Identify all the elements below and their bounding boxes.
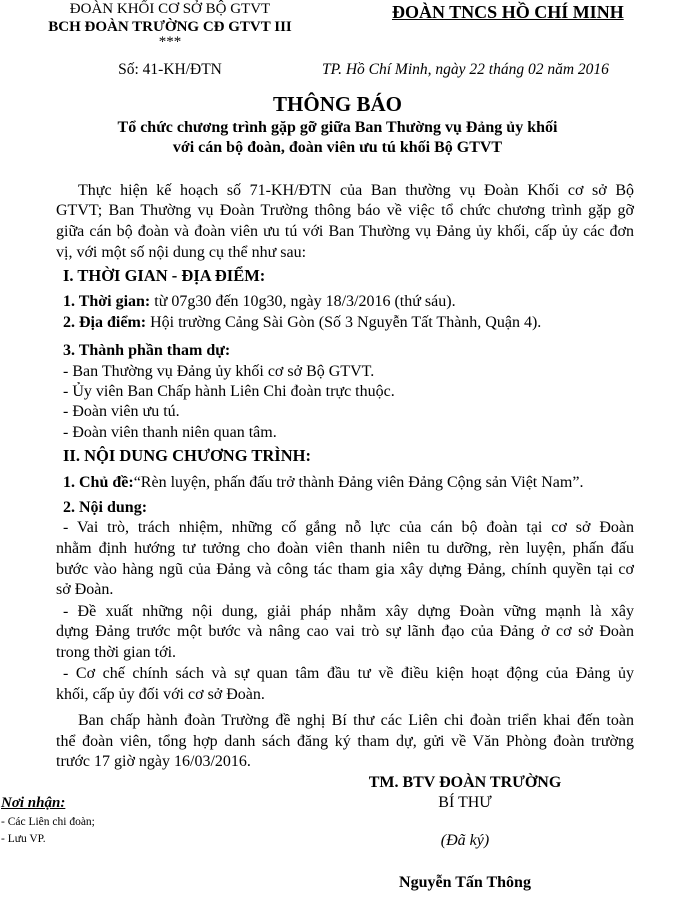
participant-item: - Ủy viên Ban Chấp hành Liên Chi đoàn trực thuộc. [63,383,395,400]
theme-value: “Rèn luyện, phấn đấu trở thành Đảng viên Đảng Cộng sản Việt Nam”. [133,474,584,491]
intro-line: vị, với một số nội dung cụ thể như sau: [56,244,307,261]
participant-item: - Đoàn viên ưu tú. [63,403,180,420]
place-value: Hội trường Cảng Sài Gòn (Số 3 Nguyễn Tất Thành, Quận 4). [146,314,542,331]
place-date: TP. Hồ Chí Minh, ngày 22 tháng 02 năm 2016 [322,61,609,78]
recipient-item: - Lưu VP. [1,833,46,845]
participant-item: - Ban Thường vụ Đảng ủy khối cơ sở Bộ GTVT. [63,363,375,380]
recipients-title: Nơi nhận: [1,795,66,811]
theme-label: 1. Chủ đề: [63,474,134,491]
content-line: bước vào hàng ngũ của Đảng và công tác tham gia xây dựng Đảng, chính quyền tại cơ [56,561,634,578]
participants-label: 3. Thành phần tham dự: [63,342,231,359]
time-label: 1. Thời gian: [63,293,151,310]
document-subtitle [0,118,675,157]
recipients-list [1,814,95,848]
signature-org: TM. BTV ĐOÀN TRƯỜNG [368,774,562,791]
header-stars: *** [158,34,182,50]
content-line: - Đề xuất những nội dung, giải pháp nhằm xây dựng Đoàn vững mạnh là xây [63,603,634,620]
intro-line: GTVT; Ban Thường vụ Đoàn Trường thông báo về việc tổ chức chương trình gặp gỡ [56,202,634,219]
content-line: - Cơ chế chính sách và sự quan tâm đầu tư về điều kiện hoạt động của Đảng ủy [63,665,634,682]
section-heading: I. THỜI GIAN - ĐỊA ĐIỂM: [63,266,266,285]
closing-line: trước 17 giờ ngày 16/03/2016. [56,753,251,770]
signature-block [330,773,600,813]
signer-name: Nguyễn Tấn Thông [399,874,531,891]
place-row [63,313,641,332]
closing-line: Ban chấp hành đoàn Trường đề nghị Bí thư các Liên chi đoàn triển khai đến toàn [78,712,634,729]
closing-line: thể đoàn viên, tổng hợp danh sách đăng ký tham dự, gửi về Văn Phòng đoàn trường [56,733,634,750]
issuer-block [0,1,340,49]
document-title: THÔNG BÁO [273,92,402,116]
organization-title: ĐOÀN TNCS HỒ CHÍ MINH [392,2,624,22]
section-heading: II. NỘI DUNG CHƯƠNG TRÌNH: [63,446,311,465]
content-line: dựng Đảng trước một bước và nâng cao vai trò sự lãnh đạo của Đảng ở cơ sở Đoàn [56,623,634,640]
intro-line: Thực hiện kế hoạch số 71-KH/ĐTN của Ban thường vụ Đoàn Khối cơ sở Bộ [78,182,634,199]
content-line: sở Đoàn. [56,581,114,598]
time-value: từ 07g30 đến 10g30, ngày 18/3/2016 (thứ sáu). [150,293,456,310]
content-label: 2. Nội dung: [63,499,148,516]
content-line: khối, cấp ủy đối với cơ sở Đoàn. [56,686,265,703]
participant-item: - Đoàn viên thanh niên quan tâm. [63,424,277,441]
theme-row [63,473,641,492]
place-label: 2. Địa điểm: [63,314,147,331]
content-line: trong thời gian tới. [56,644,177,661]
issuer-org: ĐOÀN KHỐI CƠ SỞ BỘ GTVT [69,1,271,17]
signature-title: BÍ THƯ [438,794,492,811]
issuer-unit: BCH ĐOÀN TRƯỜNG CĐ GTVT III [48,18,292,35]
subtitle-line: với cán bộ đoàn, đoàn viên ưu tú khối Bộ GTVT [172,138,503,156]
intro-line: giữa cán bộ đoàn và đoàn viên ưu tú với Ban Thường vụ Đảng ủy khối, cấp ủy các đơn [56,223,634,240]
subtitle-line: Tổ chức chương trình gặp gỡ giữa Ban Thường vụ Đảng ủy khối [117,119,558,136]
recipient-item: - Các Liên chi đoàn; [1,816,95,828]
signature-status: (Đã ký) [440,832,490,849]
content-line: - Vai trò, trách nhiệm, những cố gắng nỗ lực của cán bộ đoàn tại cơ sở Đoàn [63,519,634,536]
content-line: nhằm định hướng tư tưởng cho đoàn viên thanh niên tu dưỡng, rèn luyện, phấn đấu [56,540,634,557]
document-number: Số: 41-KH/ĐTN [118,61,222,78]
time-row [63,292,641,311]
